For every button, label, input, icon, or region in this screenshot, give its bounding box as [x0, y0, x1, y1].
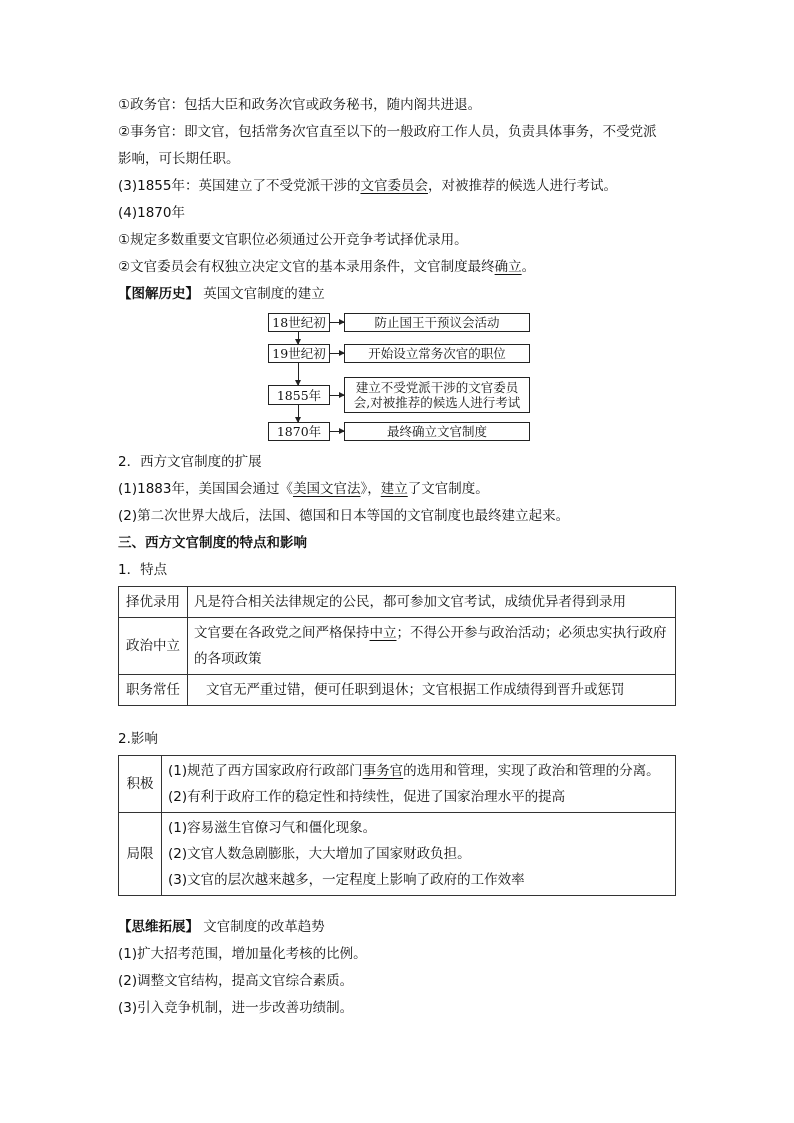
- text-line: ①规定多数重要文官职位必须通过公开竞争考试择优录用。: [118, 232, 468, 248]
- thinking-heading: 【思维拓展】 文官制度的改革趋势: [118, 919, 325, 935]
- feature-name: 职务常任: [119, 675, 188, 706]
- table-row: [119, 587, 676, 618]
- year-box: 1855年: [268, 385, 330, 405]
- table-row: [119, 813, 676, 896]
- arrow: [330, 395, 344, 396]
- impact-item: (1)容易滋生官僚习气和僵化现象。: [168, 820, 377, 836]
- section-heading: 三、西方文官制度的特点和影响: [118, 535, 307, 551]
- impact-item: (1)规范了西方国家政府行政部门事务官的选用和管理，实现了政治和管理的分离。: [168, 763, 660, 779]
- impact-label: 局限: [119, 813, 162, 896]
- timeline-diagram: [118, 311, 678, 445]
- arrow: [330, 431, 344, 432]
- arrow: [330, 353, 344, 354]
- feature-name: 择优录用: [119, 587, 188, 618]
- sub-heading: 2.影响: [118, 731, 158, 747]
- text-line: (2)调整文官结构，提高文官综合素质。: [118, 973, 354, 989]
- text-line: 影响，可长期任职。: [118, 151, 240, 167]
- arrow: [298, 405, 299, 422]
- features-table: [118, 586, 676, 706]
- sub-heading: 1．特点: [118, 562, 168, 578]
- text-line: (4)1870年: [118, 205, 185, 221]
- impact-item: (2)有利于政府工作的稳定性和持续性，促进了国家治理水平的提高: [168, 789, 566, 805]
- impact-label: 积极: [119, 756, 162, 813]
- feature-desc: 凡是符合相关法律规定的公民，都可参加文官考试，成绩优异者得到录用: [188, 587, 676, 618]
- impact-table: [118, 755, 676, 896]
- feature-desc: 文官要在各政党之间严格保持中立；不得公开参与政治活动；必须忠实执行政府的各项政策: [188, 618, 676, 675]
- year-box: 18世纪初: [268, 313, 330, 332]
- event-box: 防止国王干预议会活动: [344, 313, 530, 332]
- arrow: [330, 322, 344, 323]
- year-box: 1870年: [268, 422, 330, 441]
- event-box: 开始设立常务次官的职位: [344, 344, 530, 363]
- impact-cell: [162, 813, 676, 896]
- arrow: [298, 363, 299, 385]
- diagram-heading: 【图解历史】 英国文官制度的建立: [118, 286, 325, 302]
- year-box: 19世纪初: [268, 344, 330, 363]
- text-line: ①政务官：包括大臣和政务次官或政务秘书，随内阁共进退。: [118, 97, 482, 113]
- impact-cell: [162, 756, 676, 813]
- table-row: [119, 675, 676, 706]
- text-line: ②文官委员会有权独立决定文官的基本录用条件，文官制度最终确立。: [118, 259, 536, 275]
- text-line: (1)扩大招考范围，增加量化考核的比例。: [118, 946, 367, 962]
- feature-name: 政治中立: [119, 618, 188, 675]
- text-line: (3)1855年：英国建立了不受党派干涉的文官委员会，对被推荐的候选人进行考试。: [118, 178, 617, 194]
- section-heading: 2．西方文官制度的扩展: [118, 454, 262, 470]
- table-row: [119, 756, 676, 813]
- text-line: (3)引入竞争机制，进一步改善功绩制。: [118, 1000, 354, 1016]
- document-page: [118, 92, 678, 1022]
- table-row: [119, 618, 676, 675]
- impact-item: (2)文官人数急剧膨胀，大大增加了国家财政负担。: [168, 846, 471, 862]
- event-box: 最终确立文官制度: [344, 422, 530, 441]
- impact-item: (3)文官的层次越来越多，一定程度上影响了政府的工作效率: [168, 872, 525, 888]
- event-box: 建立不受党派干涉的文官委员会,对被推荐的候选人进行考试: [344, 377, 530, 413]
- text-line: (2)第二次世界大战后，法国、德国和日本等国的文官制度也最终建立起来。: [118, 508, 570, 524]
- text-line: (1)1883年，美国国会通过《美国文官法》，建立了文官制度。: [118, 481, 489, 497]
- arrow: [298, 332, 299, 344]
- feature-desc: 文官无严重过错，便可任职到退休；文官根据工作成绩得到晋升或惩罚: [188, 675, 676, 706]
- text-line: ②事务官：即文官，包括常务次官直至以下的一般政府工作人员，负责具体事务，不受党派: [118, 124, 657, 140]
